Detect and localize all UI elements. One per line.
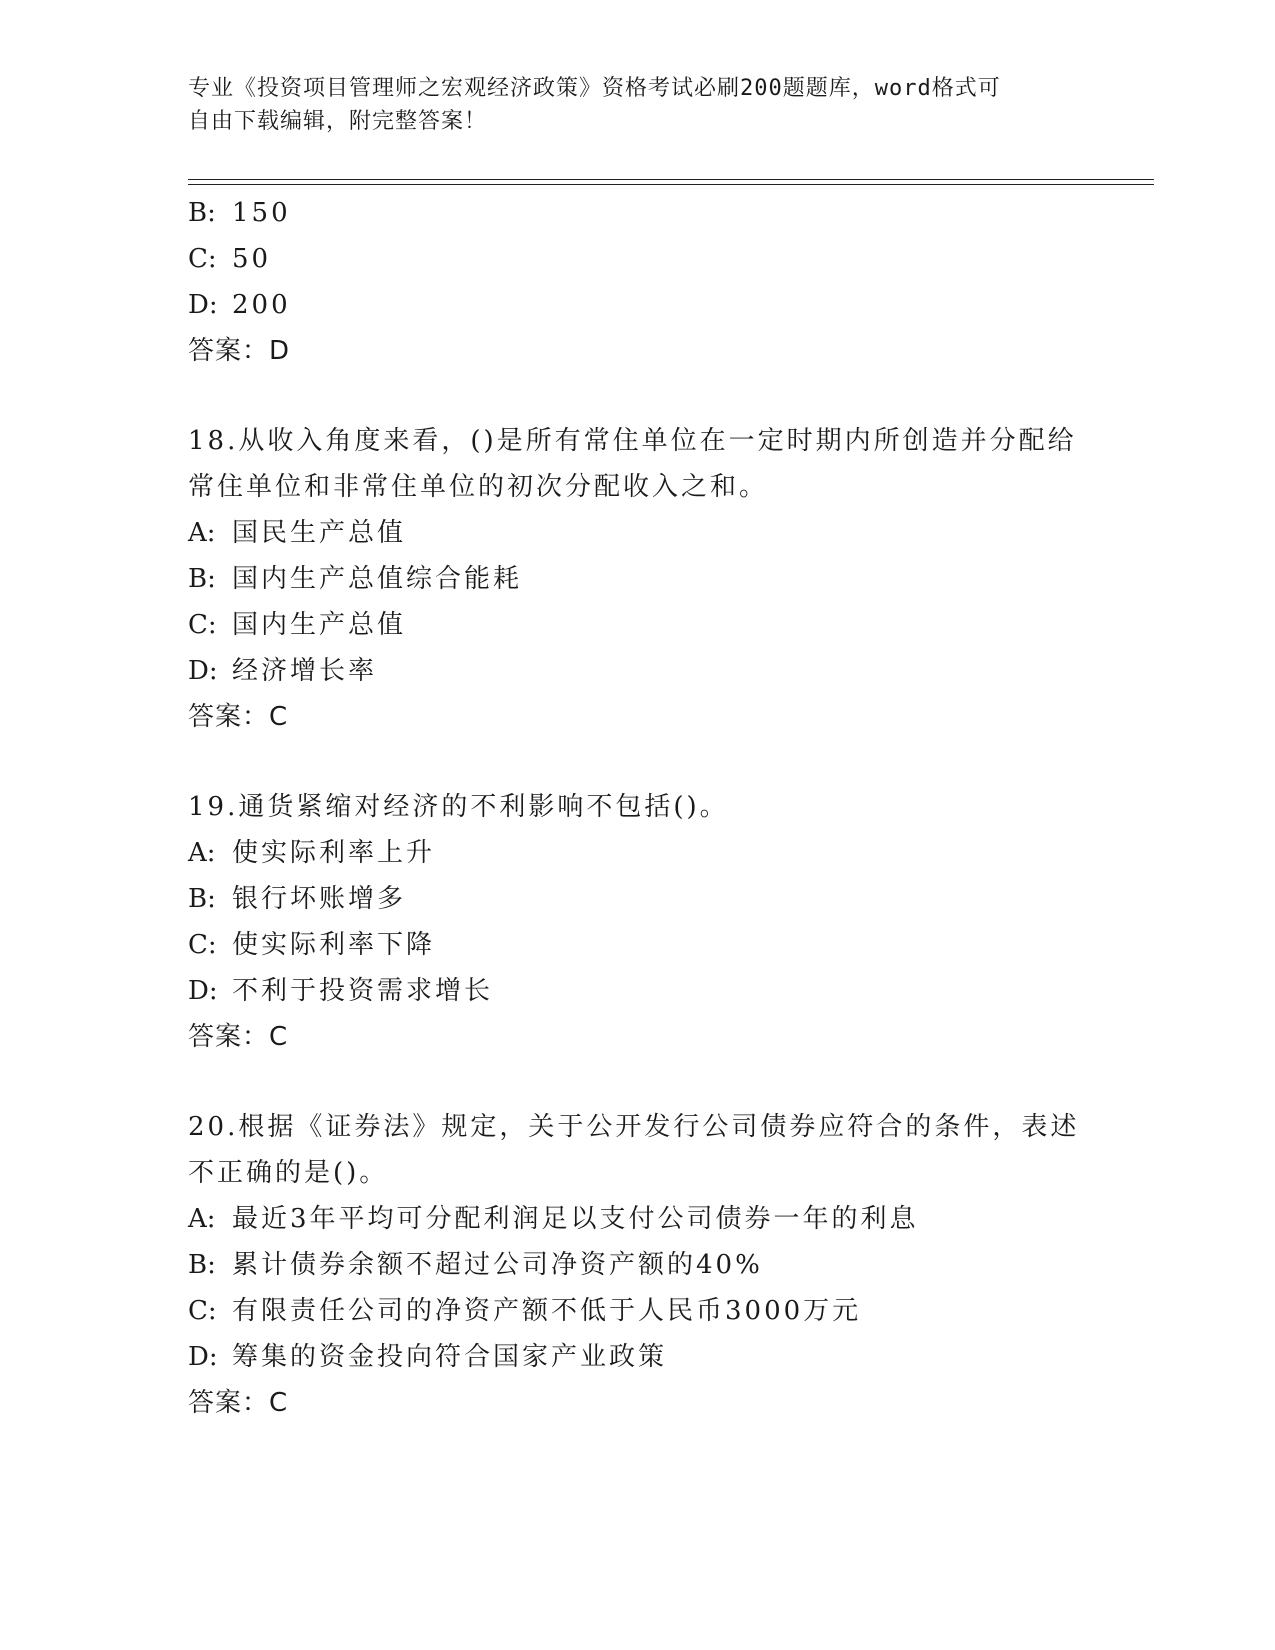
option-d: D: 200: [188, 290, 291, 320]
option-d: D: 筹集的资金投向符合国家产业政策: [188, 1342, 668, 1372]
header-line-1: 专业《投资项目管理师之宏观经济政策》资格考试必刷200题题库，word格式可: [188, 76, 1001, 101]
question-content: [188, 190, 1088, 1426]
option-c: C: 有限责任公司的净资产额不低于人民币3000万元: [188, 1296, 862, 1326]
question-17: [188, 190, 1088, 374]
option-c: C: 使实际利率下降: [188, 930, 436, 960]
option-b: B: 150: [188, 198, 291, 228]
option-c: C: 国内生产总值: [188, 610, 407, 640]
header-line-2: 自由下载编辑，附完整答案！: [188, 109, 488, 134]
option-b: B: 银行坏账增多: [188, 884, 407, 914]
question-text-line-1: 20.根据《证券法》规定，关于公开发行公司债券应符合的条件，表述: [188, 1112, 1080, 1142]
document-header: [188, 72, 1088, 138]
question-text-line-1: 18.从收入角度来看，()是所有常住单位在一定时期内所创造并分配给: [188, 426, 1077, 456]
answer: 答案：C: [188, 702, 289, 732]
question-text-line-2: 不正确的是()。: [188, 1158, 389, 1188]
answer: 答案：C: [188, 1388, 289, 1418]
option-a: A: 最近3年平均可分配利润足以支付公司债券一年的利息: [188, 1204, 919, 1234]
header-divider-bottom: [188, 184, 1154, 185]
header-divider-top: [188, 179, 1154, 180]
question-20: [188, 1104, 1088, 1426]
option-a: A: 国民生产总值: [188, 518, 407, 548]
option-b: B: 国内生产总值综合能耗: [188, 564, 523, 594]
option-d: D: 经济增长率: [188, 656, 378, 686]
answer: 答案：C: [188, 1022, 289, 1052]
answer: 答案：D: [188, 336, 291, 366]
option-a: A: 使实际利率上升: [188, 838, 436, 868]
question-18: [188, 418, 1088, 740]
option-c: C: 50: [188, 244, 272, 274]
question-text-line-1: 19.通货紧缩对经济的不利影响不包括()。: [188, 792, 729, 822]
question-text-line-2: 常住单位和非常住单位的初次分配收入之和。: [188, 472, 769, 502]
question-19: [188, 784, 1088, 1060]
option-d: D: 不利于投资需求增长: [188, 976, 494, 1006]
option-b: B: 累计债券余额不超过公司净资产额的40%: [188, 1250, 763, 1280]
